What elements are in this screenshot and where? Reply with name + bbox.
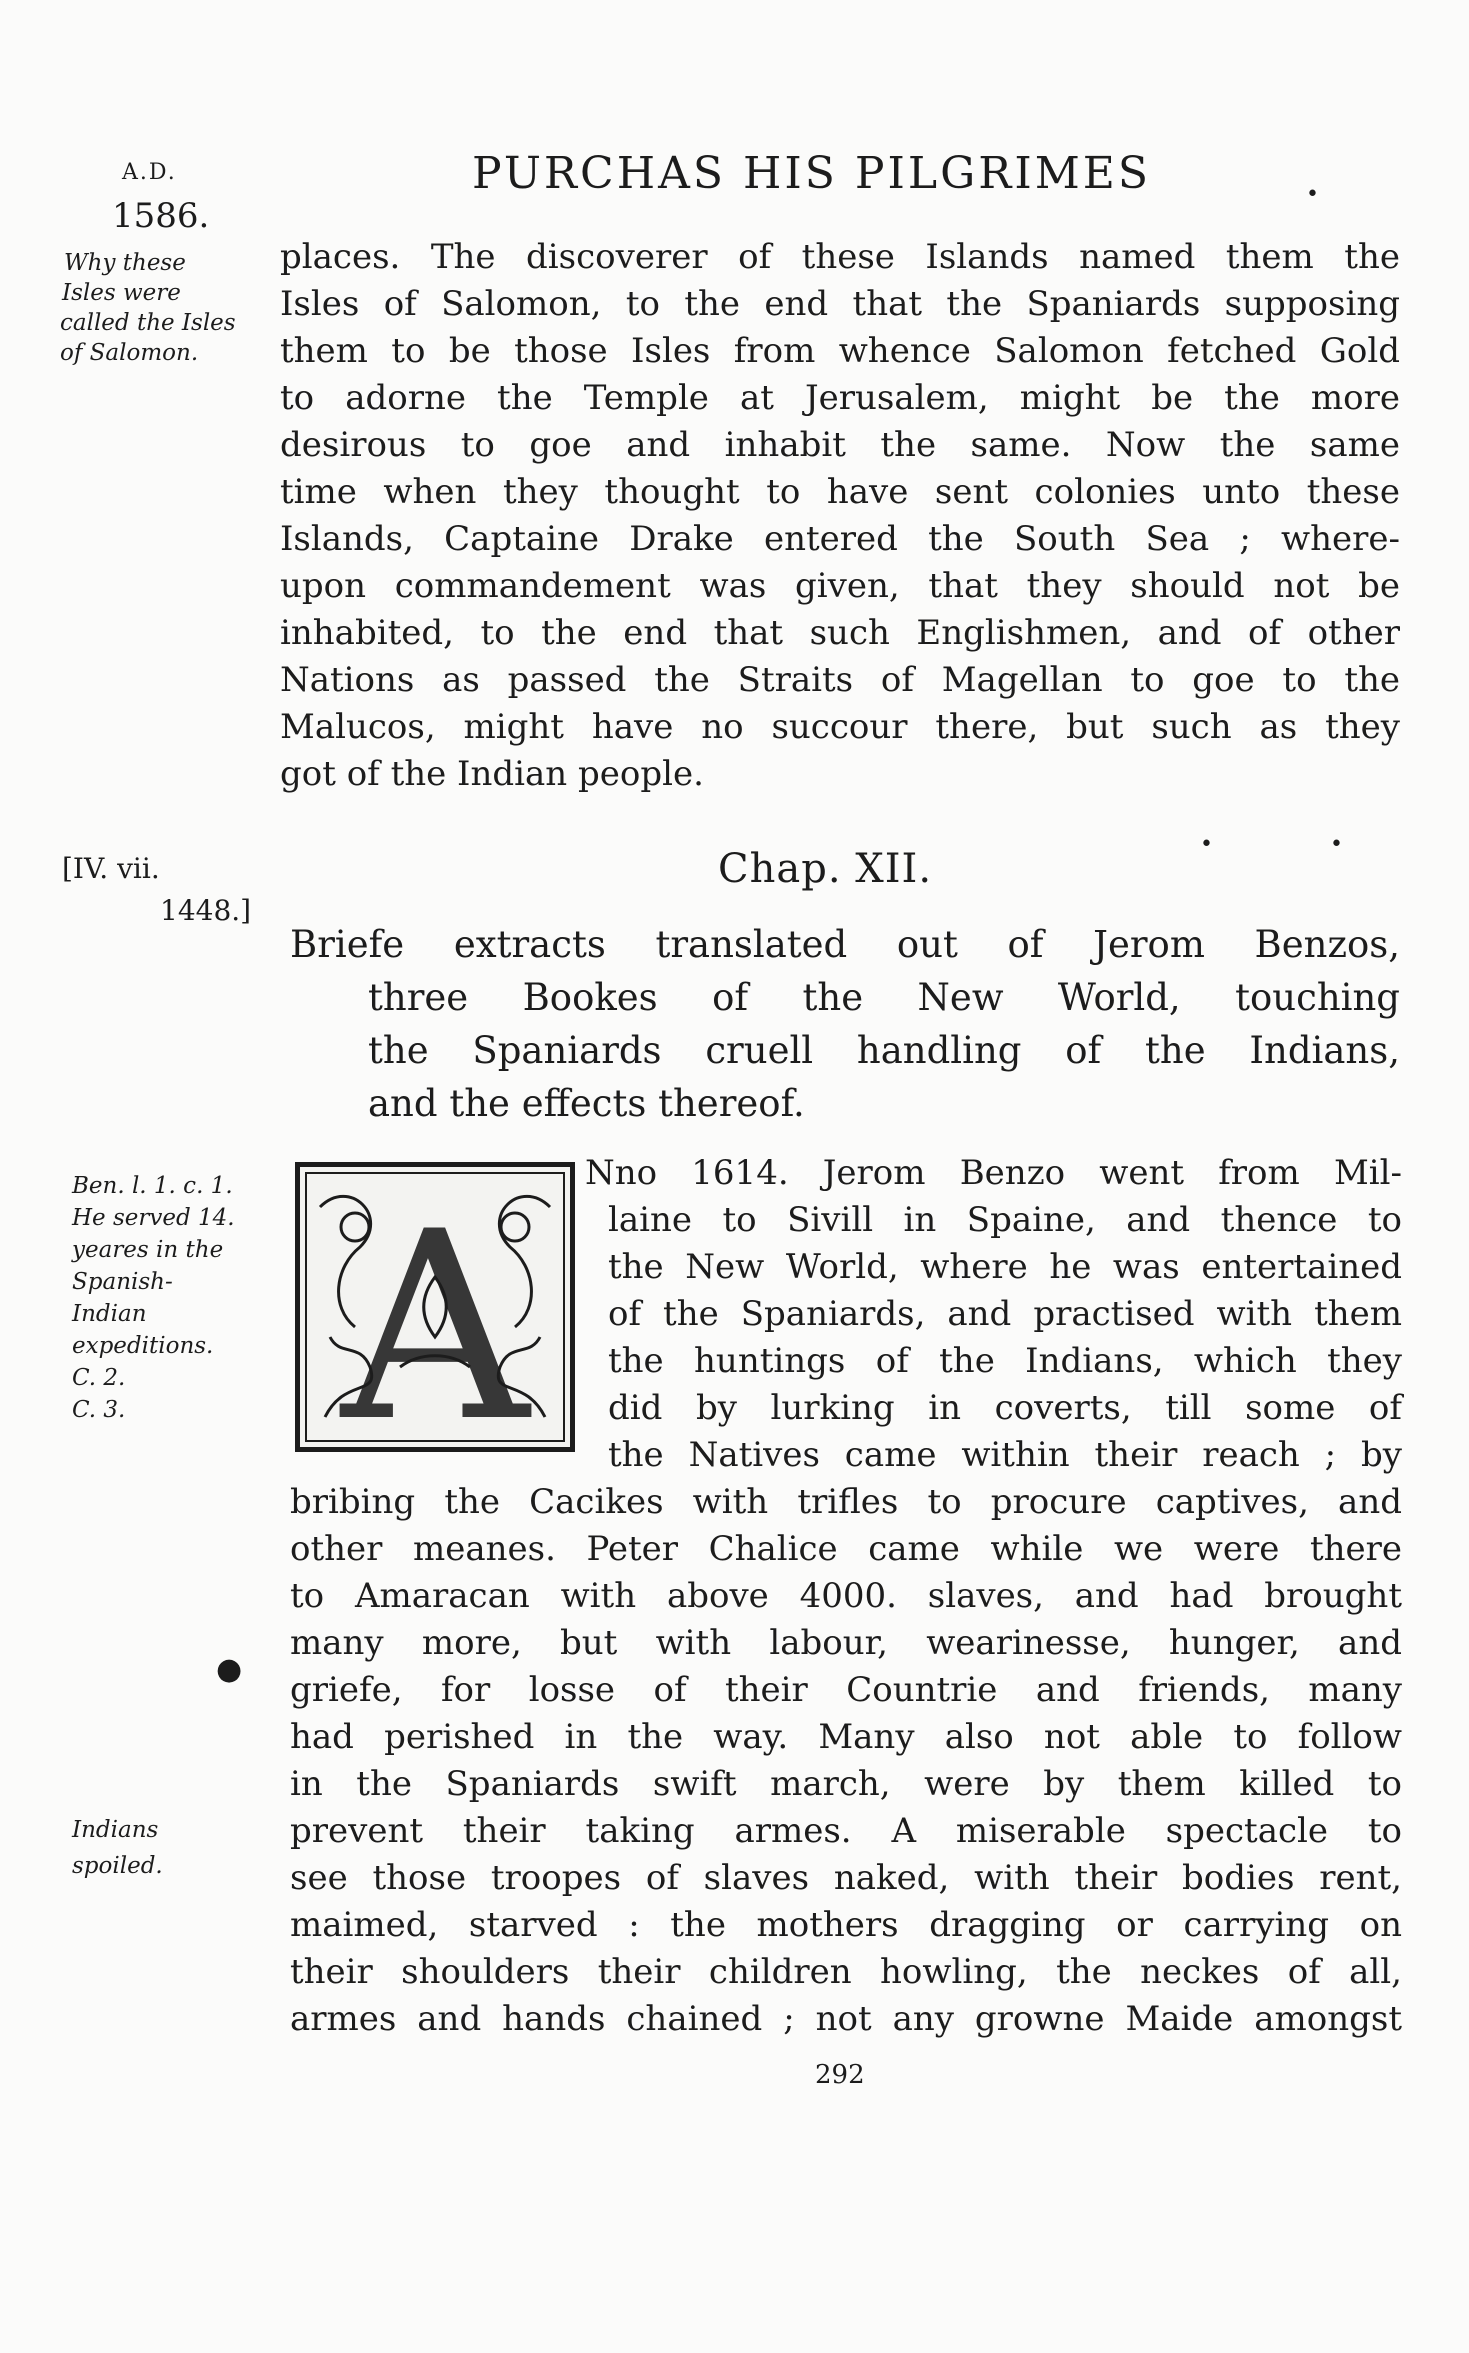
margin-bullet: ● — [216, 1652, 243, 1687]
margin-note-line: Isles were — [62, 280, 181, 306]
text-line: see those troopes of slaves naked, with their bodies rent, — [290, 1858, 1402, 1898]
text-line: of the Spaniards, and practised with them — [608, 1294, 1402, 1334]
text-line: prevent their taking armes. A miserable spectacle to — [290, 1811, 1402, 1851]
text-line: laine to Sivill in Spaine, and thence to — [608, 1200, 1402, 1240]
print-speck: • — [1200, 832, 1213, 857]
page-number: 292 — [815, 2060, 865, 2090]
margin-date-label: A.D. — [122, 160, 177, 185]
text-line: many more, but with labour, wearinesse, hunger, and — [290, 1623, 1402, 1663]
paragraph-2 — [290, 1150, 1402, 2043]
text-line: griefe, for losse of their Countrie and friends, many — [290, 1670, 1402, 1710]
print-speck: • — [1306, 182, 1319, 207]
margin-note-benzo — [72, 1170, 272, 1426]
text-line: upon commandement was given, that they should not be — [280, 566, 1400, 606]
paragraph-1 — [280, 234, 1400, 798]
margin-ref-volume: [IV. vii. — [62, 852, 160, 885]
text-line: places. The discoverer of these Islands named them the — [280, 237, 1400, 277]
heading-line: three Bookes of the New World, touching — [368, 976, 1400, 1019]
chapter-heading — [290, 918, 1400, 1138]
text-line: in the Spaniards swift march, were by them killed to — [290, 1764, 1402, 1804]
margin-note-line: Indian — [72, 1301, 147, 1327]
margin-note-line: Indians — [72, 1817, 159, 1843]
text-line: time when they thought to have sent colonies unto these — [280, 472, 1400, 512]
margin-note-line: C. 3. — [72, 1397, 126, 1423]
margin-note-line: called the Isles — [60, 310, 236, 336]
running-title: PURCHAS HIS PILGRIMES — [472, 148, 1152, 199]
text-line: Islands, Captaine Drake entered the South Sea ; where- — [280, 519, 1400, 559]
text-line: got of the Indian people. — [280, 754, 704, 794]
heading-line: the Spaniards cruell handling of the Indians, — [368, 1029, 1400, 1072]
text-line: did by lurking in coverts, till some of — [608, 1388, 1402, 1428]
margin-note-line: Spanish- — [72, 1269, 173, 1295]
text-line: the New World, where he was entertained — [608, 1247, 1402, 1287]
margin-note-line: spoiled. — [72, 1853, 163, 1879]
margin-note-line: C. 2. — [72, 1365, 126, 1391]
text-line: bribing the Cacikes with trifles to procure captives, and — [290, 1482, 1402, 1522]
margin-note-line: expeditions. — [72, 1333, 214, 1359]
margin-note-indians — [72, 1812, 272, 1884]
text-line: the Natives came within their reach ; by — [608, 1435, 1402, 1475]
print-speck: • — [1330, 832, 1343, 857]
margin-note-line: He served 14. — [72, 1205, 235, 1231]
margin-note-line: Why these — [64, 250, 186, 276]
text-line: Nations as passed the Straits of Magellan to goe to the — [280, 660, 1400, 700]
initial-letter-glyph: A — [341, 1177, 529, 1447]
text-line: the huntings of the Indians, which they — [608, 1341, 1402, 1381]
text-line: Isles of Salomon, to the end that the Spaniards supposing — [280, 284, 1400, 324]
text-line: Nno 1614. Jerom Benzo went from Mil- — [585, 1153, 1402, 1193]
heading-line: Briefe extracts translated out of Jerom Benzos, — [290, 923, 1400, 966]
text-line: inhabited, to the end that such Englishmen, and of other — [280, 613, 1400, 653]
text-line: armes and hands chained ; not any growne Maide amongst — [290, 1999, 1402, 2039]
margin-note-isles — [60, 248, 270, 368]
text-line: to Amaracan with above 4000. slaves, and had brought — [290, 1576, 1402, 1616]
margin-note-line: of Salomon. — [60, 340, 199, 366]
text-line: Malucos, might have no succour there, but such as they — [280, 707, 1400, 747]
text-line: desirous to goe and inhabit the same. Now the same — [280, 425, 1400, 465]
text-line: other meanes. Peter Chalice came while we were there — [290, 1529, 1402, 1569]
margin-year: 1586. — [112, 196, 210, 236]
chapter-title: Chap. XII. — [718, 846, 933, 892]
margin-note-line: Ben. l. 1. c. 1. — [72, 1173, 233, 1199]
margin-ref-page: 1448.] — [160, 894, 252, 927]
text-line: them to be those Isles from whence Salomon fetched Gold — [280, 331, 1400, 371]
text-line: to adorne the Temple at Jerusalem, might be the more — [280, 378, 1400, 418]
text-line: had perished in the way. Many also not able to follow — [290, 1717, 1402, 1757]
margin-note-line: yeares in the — [72, 1237, 224, 1263]
heading-line: and the effects thereof. — [368, 1082, 805, 1125]
text-line: their shoulders their children howling, the neckes of all, — [290, 1952, 1402, 1992]
text-line: maimed, starved : the mothers dragging or carrying on — [290, 1905, 1402, 1945]
